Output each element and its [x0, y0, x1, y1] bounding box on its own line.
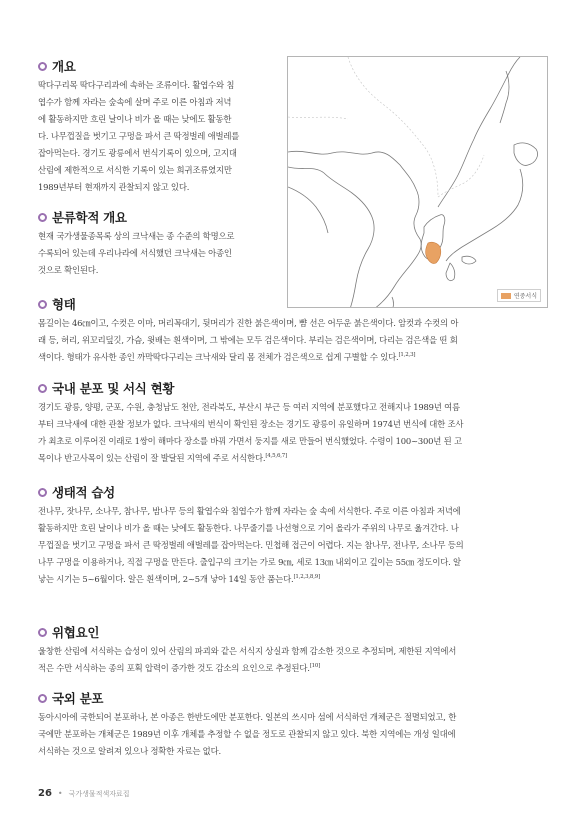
section-morphology [38, 294, 548, 366]
section-domestic-heading [38, 378, 548, 398]
east-asia-map-svg [288, 57, 548, 308]
section-paragraph: 몸길이는 46㎝이고, 수컷은 이마, 머리꼭대기, 뒷머리가 진한 붉은색이며, 뺨 선은 어두운 붉은색이다. 암컷과 수컷의 아 래 등, 허리, 위꼬리덮깃, 가슴, 윗배는 흰색이며, 그 밖에는 모두 검은색이다. 부리는 검은색이며, 다리는 검은색을 띤 회 색이다. 형태가 유사한 종인 까막딱다구리는 크낙새와 달리 몸 전체가 검은색으로 쉽게 구별할 수 있다.[1,2,3] [38, 318, 459, 362]
page-number: 26 [38, 788, 52, 799]
circle-bullet-icon [38, 628, 47, 637]
section-overview-heading [38, 56, 275, 76]
section-paragraph: 동아시아에 국한되어 분포하나, 본 아종은 한반도에만 분포한다. 일본의 쓰시마 섬에 서식하던 개체군은 절멸되었고, 한 국에만 분포하는 개체군은 1989년 이후 개체를 추정할 수 없을 정도로 관찰되지 않고 있다. 북한 지역에는 개성 일대에 서식하는 것으로 알려져 있으나 정확한 자료는 없다. [38, 712, 457, 756]
section-ecology [38, 482, 548, 588]
page-footer [38, 788, 130, 799]
publication-title: 국가생물적색자료집 [68, 789, 130, 798]
circle-bullet-icon [38, 62, 47, 71]
section-foreign-distribution [38, 688, 548, 760]
section-paragraph: 울창한 산림에 서식하는 습성이 있어 산림의 파괴와 같은 서식지 상실과 함께 감소한 것으로 추정되며, 제한된 지역에서 적은 수만 서식하는 종의 포획 압력이 증가한 것도 감소의 요인으로 추정된다.[10] [38, 646, 457, 673]
habitat-region [426, 242, 441, 263]
section-paragraph: 경기도 광릉, 양평, 군포, 수원, 충청남도 천안, 전라북도, 부산시 부근 등 여러 지역에 분포했다고 전해지나 1989년 여름 부터 크낙새에 대한 관찰 정보가 없다. 크낙새의 번식이 확인된 장소는 경기도 광릉이 유일하며 1974년 번식에 대한 조사 가 최초로 이루어진 이래로 1쌍이 해마다 장소를 바꿔 가면서 둥지를 새로 만들어 번식했었다. 수령이 100~300년 된 고 목이나 반고사목이 있는 산림이 잘 발달된 지역에 주로 서식한다.[4,5,6,7] [38, 402, 464, 463]
circle-bullet-icon [38, 488, 47, 497]
mainland-coastline [288, 151, 421, 308]
circle-bullet-icon [38, 694, 47, 703]
section-paragraph: 딱다구리목 딱다구리과에 속하는 조류이다. 활엽수와 침 엽수가 함께 자라는 숲속에 살며 주로 이른 아침과 저녁 에 활동하지만 흐린 날이나 비가 올 때는 낮에도 활동한 다. 나무껍질을 벗기고 구멍을 파서 큰 딱정벌레 애벌레를 잡아먹는다. 경기도 광릉에서 번식기록이 있으며, 고지대 산림에 제한적으로 서식한 기록이 있는 희귀조류였지만 1989년부터 현재까지 관찰되지 않고 있다. [38, 80, 240, 192]
section-threats-heading [38, 622, 548, 642]
sakhalin [500, 71, 509, 123]
section-ecology-heading [38, 482, 548, 502]
gulf-coast [288, 167, 374, 308]
section-taxonomy [38, 207, 275, 279]
section-title: 생태적 습성 [52, 485, 115, 500]
kyushu [446, 263, 455, 281]
section-title: 형태 [52, 297, 76, 312]
border-line [438, 155, 484, 197]
section-title: 국외 분포 [52, 691, 104, 706]
section-title: 위협요인 [52, 625, 100, 640]
border-line [288, 117, 348, 119]
hokkaido [514, 143, 538, 165]
footer-separator: • [57, 789, 63, 798]
legend-label: 연중서식 [513, 293, 537, 300]
section-title: 분류학적 개요 [52, 210, 127, 225]
distribution-map [287, 56, 548, 308]
citation: [1,2,3,8,9] [293, 574, 321, 580]
inland-sea-coast [288, 187, 328, 233]
section-title: 개요 [52, 59, 76, 74]
honshu [446, 169, 523, 261]
section-foreign-heading [38, 688, 548, 708]
circle-bullet-icon [38, 213, 47, 222]
section-domestic-distribution [38, 378, 548, 467]
border-line [348, 57, 438, 197]
shikoku [462, 256, 476, 264]
citation: [10] [309, 663, 321, 669]
northeast-coast [438, 57, 520, 207]
circle-bullet-icon [38, 300, 47, 309]
section-paragraph: 전나무, 잣나무, 소나무, 참나무, 밤나무 등의 활엽수와 침엽수가 함께 자라는 숲 속에 서식한다. 주로 이른 아침과 저녁에 활동하지만 흐린 날이나 비가 올 때는 낮에도 활동한다. 나무줄기를 나선형으로 기어 올라가 주위의 나무로 옮겨간다. 나 무껍질을 벗기고 구멍을 파서 큰 딱정벌레 애벌레를 잡아먹는다. 민첩해 접근이 어렵다. 지는 참나무, 전나무, 소나무 등의 나무 구멍을 이용하거나, 직접 구멍을 만든다. 출입구의 크기는 가로 9㎝, 세로 13㎝ 내외이고 깊이는 55㎝ 정도이다. 알 낳는 시기는 5~6월이다. 알은 흰색이며, 2~5개 낳아 14일 동안 품는다.[1,2,3,8,9] [38, 506, 464, 584]
section-title: 국내 분포 및 서식 현황 [52, 381, 175, 396]
section-taxonomy-heading [38, 207, 275, 227]
circle-bullet-icon [38, 384, 47, 393]
section-overview [38, 56, 275, 196]
section-threats [38, 622, 548, 677]
section-morphology-heading [38, 294, 548, 314]
section-paragraph: 현재 국가생물종목록 상의 크낙새는 종 수준의 학명으로 수록되어 있는데 우리나라에 서식했던 크낙새는 아종인 것으로 확인된다. [38, 231, 235, 275]
citation: [1,2,3] [398, 352, 416, 358]
citation: [4,5,6,7] [265, 453, 288, 459]
